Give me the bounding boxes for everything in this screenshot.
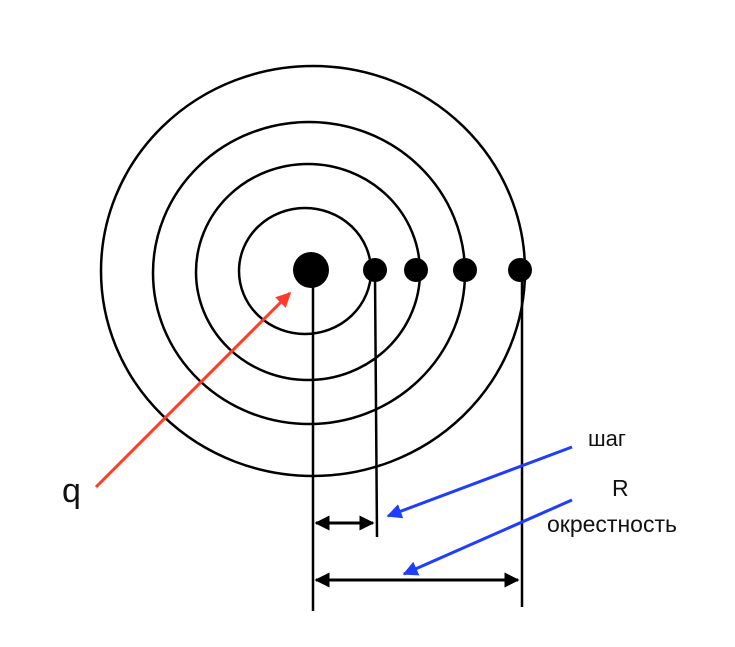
step-label: шаг: [588, 426, 626, 451]
charge-label: q: [62, 472, 81, 510]
step-pointer-arrow: [388, 447, 572, 516]
point-2: [404, 258, 428, 282]
charge-dot: [293, 252, 329, 288]
point-4: [508, 258, 532, 282]
point-3: [453, 258, 477, 282]
radius-label: R: [612, 475, 629, 501]
charge-pointer-arrow: [96, 293, 290, 487]
guide-line-step: [375, 275, 377, 537]
neighborhood-label: окрестность: [547, 511, 677, 537]
